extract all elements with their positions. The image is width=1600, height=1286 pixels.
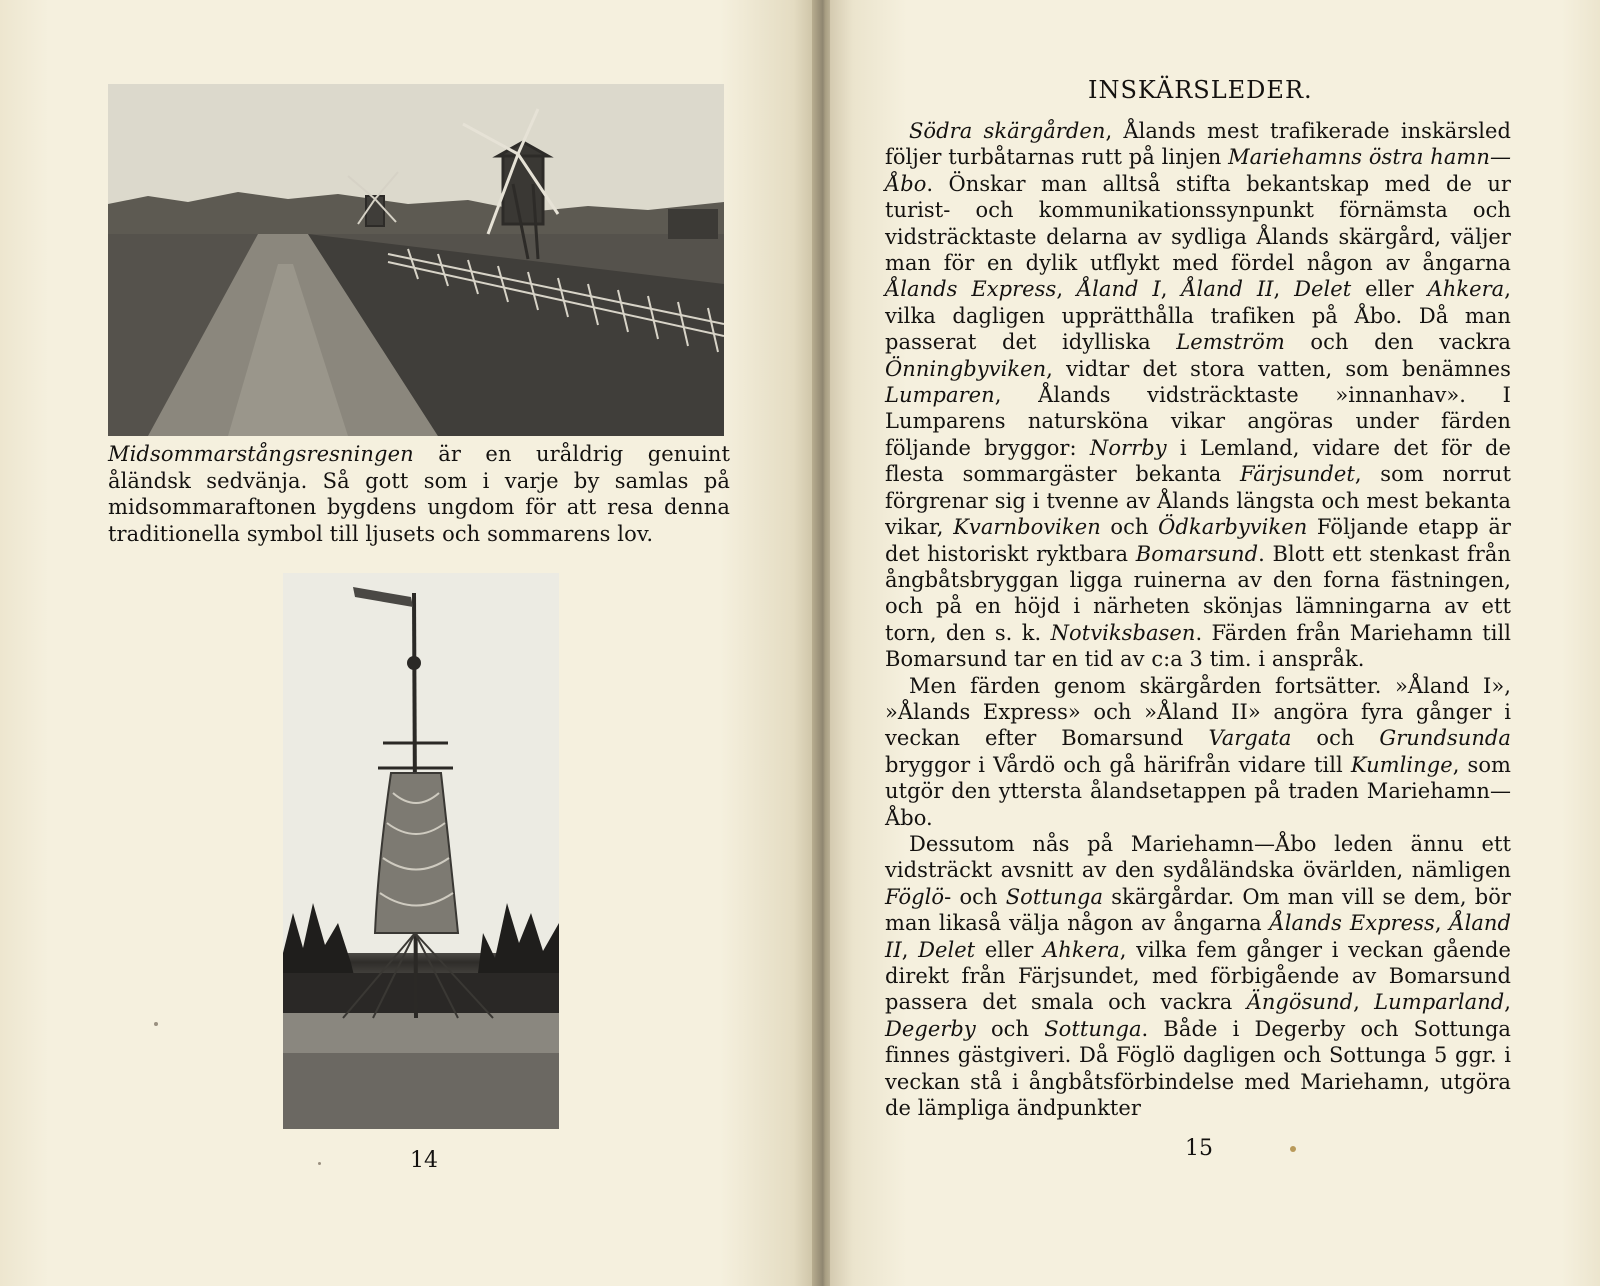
italic-run: Åland I [1076,277,1161,302]
text-run: , Ålands vidsträcktaste »innanhav». I Lumparens natursköna vikar angöras under färden följande bryggor: [885,383,1511,460]
italic-run: Delet [1294,277,1352,302]
maypole-photo [283,573,559,1129]
italic-run: Lumparland [1374,990,1505,1015]
italic-run: Ålands Express [885,277,1057,302]
chapter-heading: INSKÄRSLEDER. [1088,76,1313,104]
text-run: Dessutom nås på Mariehamn—Åbo leden ännu ett vidsträckt avsnitt av den sydåländska övärlden, nämligen [885,831,1511,883]
text-run: och [1100,515,1159,540]
italic-run: Norrby [1089,435,1167,460]
text-run: , som utgör den yttersta ålandsetappen på traden Mariehamn—Åbo. [885,752,1511,830]
text-run: och den vackra [1284,330,1511,355]
text-run: Men färden genom skärgården fortsätter. »Åland I», »Ålands Express» och »Åland II» angöra fyra gånger i veckan efter Bomarsund [885,673,1511,751]
body-text [885,118,1511,1121]
photo-caption [108,441,730,547]
text-run: bryggor i Vårdö och gå härifrån vidare till [885,752,1351,777]
italic-run: Föglö [885,884,945,909]
italic-run: Ahkera [1043,937,1120,962]
italic-run: Kvarnboviken [953,515,1101,540]
italic-run: Lumparen [885,383,995,408]
text-run: eller [975,937,1044,962]
text-run: eller [1351,277,1428,302]
text-run: , [1504,990,1511,1015]
italic-run: Sottunga [1005,884,1104,909]
text-run: . Önskar man alltså stifta bekantskap med de ur turist- och kommunikationssynpunkt förnämsta och vidsträcktaste delarna av sydliga Ålands skärgård, väljer man för en dylik utflykt med fördel någon av ångarna [885,171,1511,276]
italic-run: Degerby [885,1016,976,1041]
paper-speck [1290,1146,1296,1152]
italic-run: Åland II [885,911,1511,962]
italic-run: Kumlinge [1350,752,1453,777]
text-run: - och [944,884,1006,909]
paper-speck [318,1162,321,1165]
text-run: , Ålands mest trafikerade inskärsled följer turbåtarnas rutt på linjen [885,119,1511,170]
italic-run: Färjsundet [1240,462,1355,487]
text-run: , [901,937,919,962]
paragraph [885,831,1511,1121]
italic-run: Delet [918,937,976,962]
paragraph [885,118,1511,673]
italic-run: Önningbyviken [885,356,1047,381]
caption-text: är en uråldrig genuint åländsk sedvänja. Så gott som i varje by samlas på midsommaraftonen bygdens ungdom för att resa denna traditionella symbol till ljusets och sommarens lov. [108,442,730,546]
italic-run: Lemström [1176,330,1285,355]
italic-run: Åland II [1181,277,1274,302]
paper-speck [154,1022,158,1026]
text-run: . Färden från Mariehamn till Bomarsund tar en tid av c:a 3 tim. i anspråk. [885,620,1511,672]
italic-run: Mariehamns östra hamn—Åbo [885,145,1512,196]
text-run: , vilka fem gånger i veckan gående direkt från Färjsundet, med förbigående av Bomarsund passera det smala och vackra [885,937,1512,1015]
page-number-left: 14 [410,1148,438,1173]
text-run: , [1160,277,1182,302]
italic-run: Ödkarbyviken [1158,515,1308,540]
text-run: . Blott ett stenkast från ångbåtsbryggan ligga ruinerna av den forna fästningen, och på en höjd i närheten skönjas lämningarna av ett torn, den s. k. [885,541,1511,645]
text-run: . Både i Degerby och Sottunga finnes gästgiveri. Då Föglö dagligen och Sottunga 5 ggr. i veckan stå i ångbåtsförbindelse med Mariehamn, utgöra de lämpliga ändpunkter [885,1016,1512,1121]
text-run: , [1353,990,1375,1015]
paragraph [885,673,1511,831]
italic-run: Södra skärgården [909,119,1106,143]
text-run: och [1291,726,1380,751]
text-run: , vilka dagligen upprätthålla trafiken på Åbo. Då man passerat det idylliska [885,277,1511,355]
windmills-photo [108,84,724,436]
text-run: Följande etapp är det historiskt ryktbara [885,515,1511,566]
italic-run: Notviksbasen [1050,620,1196,645]
text-run: , vidtar det stora vatten, som benämnes [1046,356,1511,381]
italic-run: Ahkera [1427,277,1505,302]
page-number-right: 15 [1185,1136,1213,1161]
text-run: i Lemland, vidare det för de flesta sommargäster bekanta [885,435,1512,487]
text-run: , [1056,277,1077,302]
italic-run: Bomarsund [1135,541,1259,566]
text-run: skärgårdar. Om man vill se dem, bör man likaså välja någon av ångarna [885,884,1511,936]
italic-run: Grundsunda [1379,726,1511,751]
italic-run: Ängösund [1246,990,1354,1015]
italic-run: Ålands Express [1269,911,1435,936]
text-run: och [975,1016,1045,1041]
italic-run: Sottunga [1044,1016,1142,1041]
italic-run: Vargata [1208,726,1292,751]
text-run: , [1434,911,1450,936]
text-run: , som norrut förgrenar sig i tvenne av Ålands längsta och mest bekanta vikar, [885,462,1511,540]
text-run: , [1273,277,1295,302]
caption-lead: Midsommarstångsresningen [108,442,414,466]
